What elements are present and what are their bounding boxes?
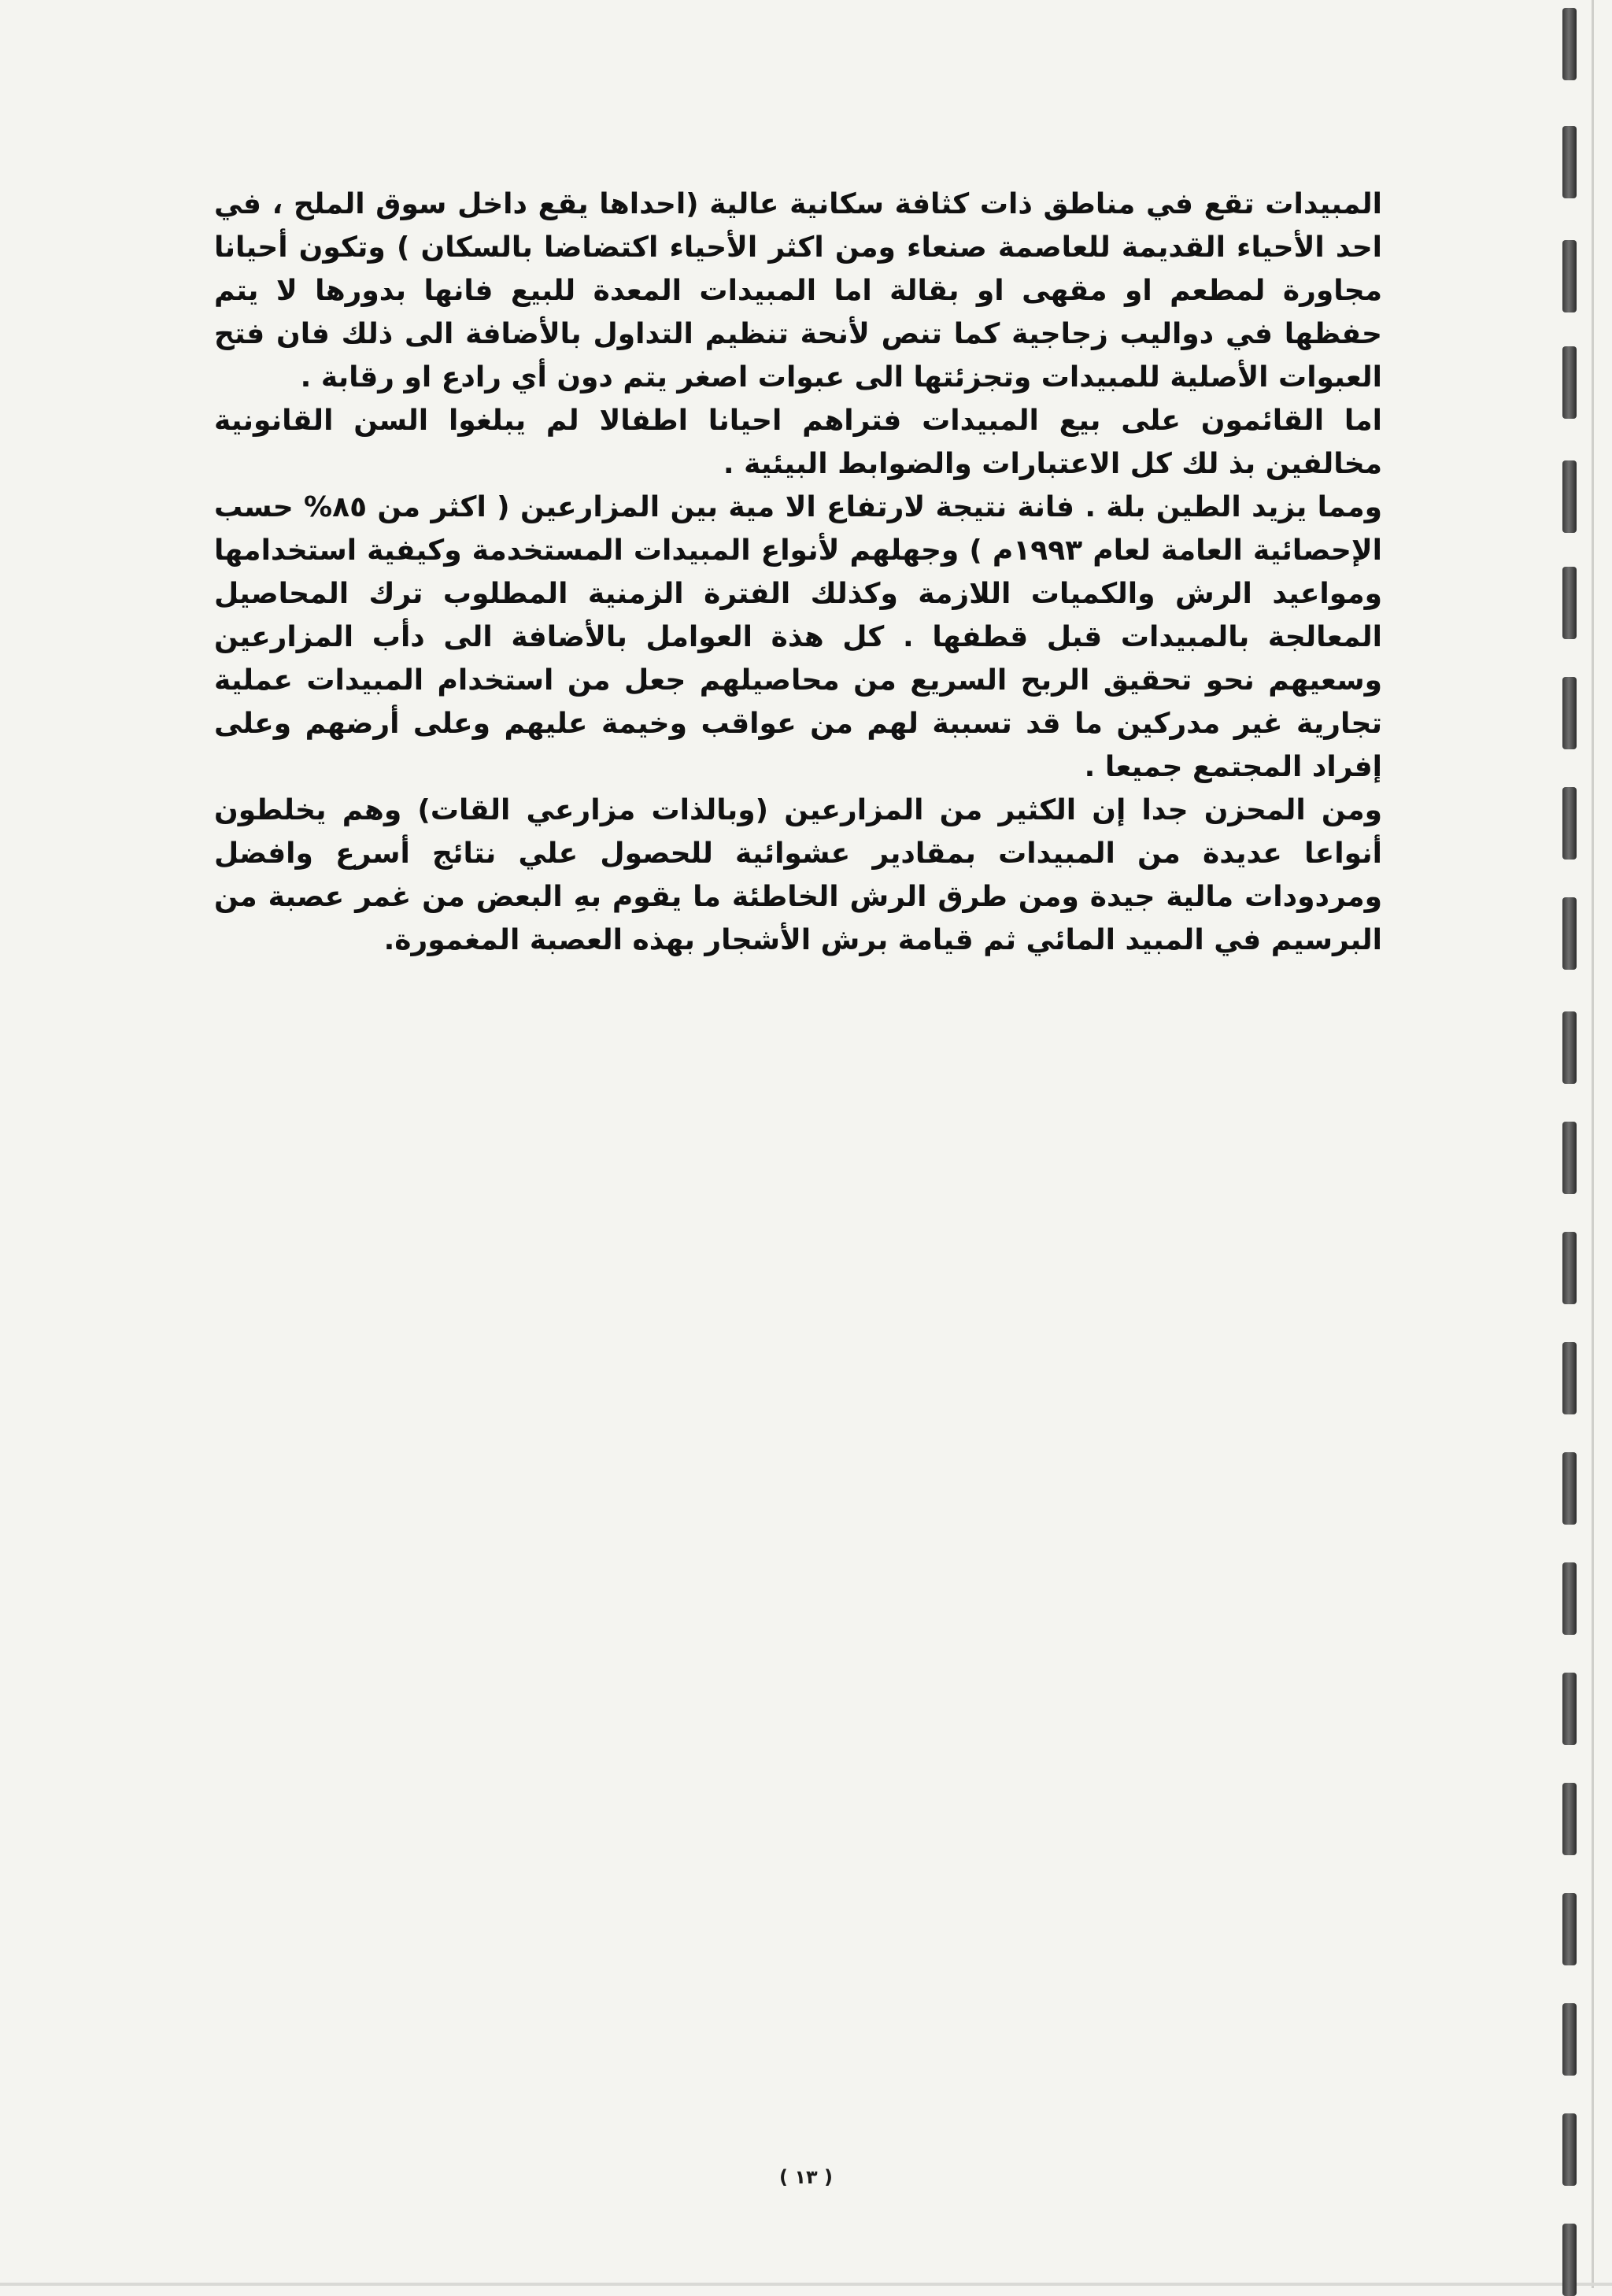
binding-hole (1562, 460, 1577, 533)
paragraph-1: المبيدات تقع في مناطق ذات كثافة سكانية عالية (احداها يقع داخل سوق الملح ، في احد الأحياء القديمة للعاصمة صنعاء ومن اكثر الأحياء اكتضاضا بالسكان ) وتكون أحيانا مجاورة لمطعم او مقهى او بقالة اما المبيدات المعدة للبيع فانها بدورها لا يتم حفظها في دواليب زجاجية كما تنص لأنحة تنظيم التداول بالأضافة الى ذلك فان فتح العبوات الأصلية للمبيدات وتجزئتها الى عبوات اصغر يتم دون أي رادع او رقابة . (214, 188, 1382, 394)
binding-hole (1562, 240, 1577, 312)
binding-hole (1562, 126, 1577, 198)
binding-hole (1562, 1342, 1577, 1414)
binding-hole (1562, 1783, 1577, 1855)
paragraph-3: ومما يزيد الطين بلة . فانة نتيجة لارتفاع الا مية بين المزارعين ( اكثر من ٨٥% حسب الإحصائية العامة لعام ١٩٩٣م ) وجهلهم لأنواع المبيدات المستخدمة وكيفية استخدامها ومواعيد الرش والكميات اللازمة وكذلك الفترة الزمنية المطلوب ترك المحاصيل المعالجة بالمبيدات قبل قطفها . كل هذة العوامل بالأضافة الى دأب المزارعين وسعيهم نحو تحقيق الربح السريع من محاصيلهم جعل من استخدام المبيدات عملية تجارية غير مدركين ما قد تسببة لهم من عواقب وخيمة عليهم وعلى أرضهم وعلى إفراد المجتمع جميعا . (214, 491, 1382, 783)
binding-hole (1562, 2113, 1577, 2186)
binding-hole (1562, 897, 1577, 970)
document-body (214, 183, 1382, 962)
binding-hole (1562, 677, 1577, 749)
binding-hole (1562, 1122, 1577, 1194)
binding-hole (1562, 2003, 1577, 2076)
binding-hole (1562, 1562, 1577, 1635)
spiral-binding (1555, 0, 1586, 2288)
paragraph-2: اما القائمون على بيع المبيدات فتراهم احيانا اطفالا لم يبلغوا السن القانونية مخالفين بذ لك كل الاعتبارات والضوابط البيئية . (214, 405, 1382, 480)
binding-hole (1562, 2224, 1577, 2296)
binding-hole (1562, 1452, 1577, 1525)
page-edge (1592, 0, 1594, 2288)
page-bottom-edge (0, 2283, 1612, 2286)
page-number: ( ١٣ ) (779, 2166, 833, 2188)
binding-hole (1562, 1893, 1577, 1965)
binding-hole (1562, 1673, 1577, 1745)
binding-hole (1562, 8, 1577, 80)
binding-hole (1562, 1232, 1577, 1304)
binding-hole (1562, 346, 1577, 419)
paragraph-4: ومن المحزن جدا إن الكثير من المزارعين (وبالذات مزارعي القات) وهم يخلطون أنواعا عديدة من المبيدات بمقادير عشوائية للحصول علي نتائج أسرع وافضل ومردودات مالية جيدة ومن طرق الرش الخاطئة ما يقوم بهِ البعض من غمر عصبة من البرسيم في المبيد المائي ثم قيامة برش الأشجار بهذه العصبة المغمورة. (214, 794, 1382, 956)
binding-hole (1562, 567, 1577, 639)
binding-hole (1562, 787, 1577, 860)
binding-hole (1562, 1011, 1577, 1084)
